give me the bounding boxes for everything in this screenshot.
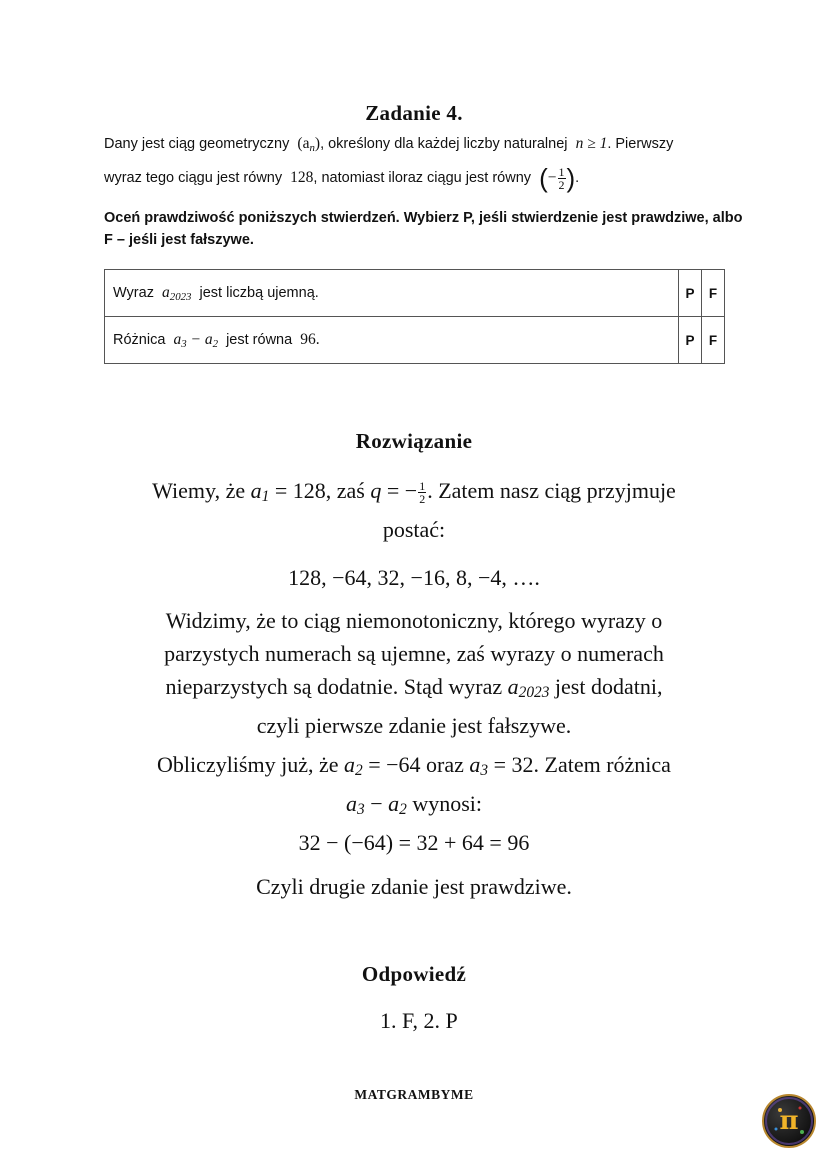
task-line-1 <box>104 129 744 163</box>
footer-brand: MATGRAMBYME <box>354 1087 474 1102</box>
task-text: wyraz tego ciągu jest równy <box>104 170 283 186</box>
task-text: , natomiast iloraz ciągu jest równy <box>313 170 532 186</box>
pi-logo-icon <box>762 1094 816 1148</box>
first-term-value: 128 <box>290 169 314 186</box>
task-line-2: wyraz tego ciągu jest równy 128, natomiast iloraz ciągu jest równy (− $\frac{1}{2}$ ). <box>104 163 580 194</box>
answer-p-option[interactable]: P <box>679 270 702 317</box>
statement-2: Różnica $a_3 - a_2$ jest równa 96. <box>105 317 679 364</box>
task-statement <box>104 129 744 193</box>
instruction: Oceń prawdziwość poniższych stwierdzeń. Wybierz P, jeśli stwierdzenie jest prawdziwe, albo F – jeśli jest fałszywe. <box>104 210 743 248</box>
task-text: . Pierwszy <box>607 136 674 152</box>
solution-paragraph-3: Obliczyliśmy już, że $a_2 = -64$ oraz $a_3 = 32$. Zatem różnica $a_3 - a_2$ wynosi: <box>157 752 671 818</box>
sequence-symbol: $(a_n)$ <box>297 135 321 154</box>
answer-text: 1. F, 2. P <box>380 1008 458 1033</box>
sequence-terms: 128, −64, 32, −16, 8, −4, …. <box>288 565 540 590</box>
true-false-table <box>104 269 725 364</box>
statement-1: Wyraz $a_{2023}$ jest liczbą ujemną. <box>105 270 679 317</box>
svg-text:π: π <box>779 1106 799 1136</box>
calculation: 32 − (−64) = 32 + 64 = 96 <box>298 830 530 855</box>
solution-paragraph-4: Czyli drugie zdanie jest prawdziwe. <box>256 874 572 899</box>
task-title: Zadanie 4. <box>365 101 463 125</box>
task-text: , określony dla każdej liczby naturalnej <box>320 136 568 152</box>
answer-f-option[interactable]: F <box>702 270 725 317</box>
solution-paragraph-1: Wiemy, że $a_1 = 128$, zaś q = − $\frac{1}{2}$ . Zatem nasz ciąg przyjmuje postać: <box>152 478 676 542</box>
solution-heading: Rozwiązanie <box>355 429 473 453</box>
answer-heading: Odpowiedź <box>361 962 467 986</box>
table-row <box>105 270 725 317</box>
condition: n ≥ 1 <box>575 135 608 152</box>
answer-p-option[interactable]: P <box>679 317 702 364</box>
ratio-value: (− $\frac{1}{2}$ ) <box>539 163 576 194</box>
answer-f-option[interactable]: F <box>702 317 725 364</box>
solution-paragraph-2: Widzimy, że to ciąg niemonotoniczny, którego wyrazy o parzystych numerach są ujemne, zaś wyrazy o numerach nieparzystych są dodatnie. Stąd wyraz $a_{2023}$ jest dodatni, czyli pierwsze zdanie jest fałszywe. <box>164 608 664 738</box>
table-row <box>105 317 725 364</box>
task-text: Dany jest ciąg geometryczny <box>104 136 290 152</box>
